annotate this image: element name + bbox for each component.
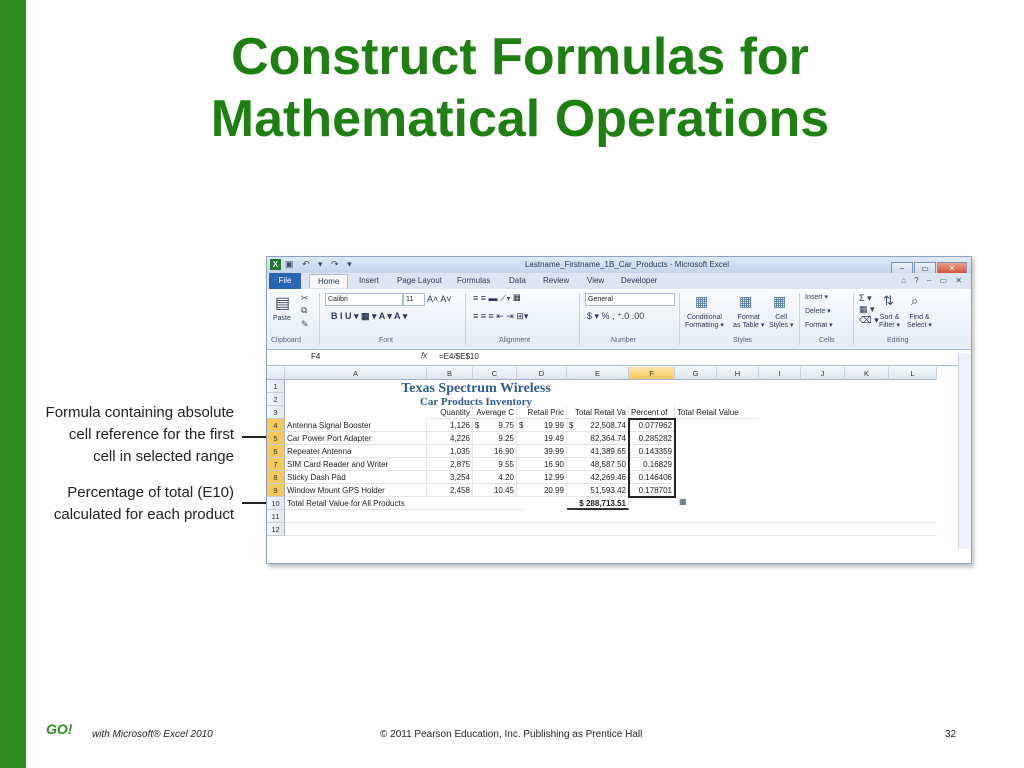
callout-1-line-3: cell in selected range (93, 448, 234, 465)
percent-cell[interactable]: 0.16829 (629, 458, 675, 471)
find-select-button[interactable] (907, 314, 932, 329)
sort-filter-icon[interactable]: ⇅ (883, 293, 894, 308)
footer-copyright: © 2011 Pearson Education, Inc. Publishing as Prentice Hall (380, 729, 643, 740)
quantity-cell[interactable]: 2,875 (427, 458, 473, 471)
number-format-select[interactable]: General (585, 293, 675, 306)
group-cells: Cells (819, 337, 835, 344)
ribbon-separator (579, 293, 580, 345)
total-retail-cell[interactable]: 48,587.50 (567, 458, 629, 471)
cell-styles-icon[interactable]: ▦ (773, 293, 787, 309)
cell-styles-button[interactable] (769, 314, 794, 329)
product-name[interactable]: Sticky Dash Pad (285, 471, 427, 484)
go-logo: GO! (46, 721, 73, 737)
total-retail-cell[interactable]: 41,389.65 (567, 445, 629, 458)
group-font: Font (379, 337, 394, 344)
formula-bar (267, 350, 971, 366)
format-as-table-icon[interactable]: ▦ (739, 293, 753, 309)
worksheet-grid (267, 367, 971, 563)
row-header-selected[interactable]: 4 (267, 419, 285, 432)
insert-cells-button[interactable]: Insert ▾ (805, 294, 828, 301)
callout-percentage-total (54, 482, 234, 526)
ribbon-separator (465, 293, 466, 345)
left-accent-bar (0, 0, 26, 768)
select-all-corner[interactable] (267, 367, 285, 380)
column-header[interactable]: L (889, 367, 937, 380)
product-name[interactable]: Antenna Signal Booster (285, 419, 427, 432)
column-header-selected[interactable]: F (629, 367, 675, 380)
column-header[interactable]: A (285, 367, 427, 380)
average-cost-cell[interactable]: 9.55 (473, 458, 517, 471)
currency-symbol: $ (473, 419, 485, 432)
quantity-cell[interactable]: 2,458 (427, 484, 473, 497)
excel-logo-icon: X (270, 259, 281, 270)
sort-filter-label-1: Sort & (879, 314, 900, 321)
row-header[interactable]: 10 (267, 497, 285, 510)
row-header-selected[interactable]: 9 (267, 484, 285, 497)
row-header-selected[interactable]: 7 (267, 458, 285, 471)
ribbon-separator (319, 293, 320, 345)
quantity-cell[interactable]: 1,126 (427, 419, 473, 432)
conditional-formatting-button[interactable] (685, 314, 724, 329)
tab-file[interactable]: File (269, 273, 301, 289)
slide-title (60, 26, 980, 150)
header-average-cost[interactable]: Average C (473, 406, 517, 419)
row-header[interactable]: 1 (267, 380, 285, 393)
find-select-icon[interactable]: ⌕ (911, 293, 919, 308)
row-header[interactable]: 12 (267, 523, 285, 536)
callout-1-line-1: Formula containing absolute (45, 404, 234, 421)
sheet-title[interactable]: Texas Spectrum Wireless (401, 381, 551, 396)
empty-row[interactable] (285, 523, 937, 536)
conditional-formatting-icon[interactable]: ▦ (695, 293, 709, 309)
average-cost-cell[interactable]: 9.75 (485, 419, 517, 432)
tab-formulas[interactable]: Formulas (457, 276, 491, 285)
formula-input[interactable]: =E4/$E$10 (439, 352, 479, 361)
retail-price-cell[interactable]: 12.99 (517, 471, 567, 484)
font-name-select[interactable]: Calibri (325, 293, 403, 306)
row-header[interactable]: 2 (267, 393, 285, 406)
bold-italic-underline-icons[interactable]: B I U ▾ ▦ ▾ A ▾ A ▾ (331, 311, 408, 321)
column-header[interactable]: I (759, 367, 801, 380)
product-name[interactable]: Car Power Port Adapter (285, 432, 427, 445)
row-header[interactable]: 3 (267, 406, 285, 419)
percent-cell[interactable]: 0.143359 (629, 445, 675, 458)
window-controls (890, 258, 967, 271)
average-cost-cell[interactable]: 4.20 (473, 471, 517, 484)
selected-range (628, 418, 676, 498)
sheet-subtitle[interactable]: Car Products Inventory (419, 396, 533, 408)
quantity-cell[interactable]: 3,254 (427, 471, 473, 484)
cell-styles-label-1: Cell (775, 314, 788, 321)
row-header-selected[interactable]: 6 (267, 445, 285, 458)
find-select-label-2: Select ▾ (907, 322, 932, 329)
quantity-cell[interactable]: 1,035 (427, 445, 473, 458)
group-number: Number (611, 337, 636, 344)
quick-access-toolbar[interactable]: ▣ ↶ ▾ ↷ ▾ (285, 259, 355, 269)
average-cost-cell[interactable]: 10.45 (473, 484, 517, 497)
minimize-icon[interactable]: – (891, 262, 913, 276)
horizontal-align-icons[interactable]: ≡ ≡ ≡ ⇤ ⇥ ⊞▾ (473, 311, 529, 321)
row-header-selected[interactable]: 8 (267, 471, 285, 484)
column-header[interactable]: J (801, 367, 845, 380)
tab-insert[interactable]: Insert (359, 276, 380, 285)
grand-total-cell[interactable]: $ 288,713.51 (567, 497, 629, 510)
total-label[interactable]: Total Retail Value for All Products (285, 497, 525, 510)
ribbon-separator (679, 293, 680, 345)
conditional-formatting-label-2: Formatting ▾ (685, 322, 724, 329)
product-name[interactable]: Repeater Antenna (285, 445, 427, 458)
column-header[interactable]: H (717, 367, 759, 380)
format-painter-icon[interactable]: ✎ (301, 319, 309, 329)
product-name[interactable]: Window Mount GPS Holder (285, 484, 427, 497)
tab-developer[interactable]: Developer (621, 276, 658, 285)
header-quantity[interactable]: Quantity (427, 406, 473, 419)
quantity-cell[interactable]: 4,226 (427, 432, 473, 445)
percent-cell[interactable]: 0.285282 (629, 432, 675, 445)
header-retail-price[interactable]: Retail Pric (517, 406, 567, 419)
restore-icon[interactable]: ▭ (914, 262, 936, 276)
callout-absolute-reference (46, 402, 234, 468)
column-header[interactable]: C (473, 367, 517, 380)
retail-price-cell[interactable]: 39.99 (517, 445, 567, 458)
callout-2-line-1: Percentage of total (E10) (67, 484, 234, 501)
callout-1-line-2: cell reference for the first (68, 426, 234, 443)
font-size-select[interactable]: 11 (403, 293, 425, 306)
cell-styles-label-2: Styles ▾ (769, 322, 794, 329)
ribbon-separator (799, 293, 800, 345)
excel-window (266, 256, 972, 564)
paste-icon[interactable]: ▤ (275, 295, 291, 312)
group-styles: Styles (733, 337, 753, 344)
vertical-scrollbar[interactable] (958, 353, 971, 549)
percent-cell[interactable]: 0.077962 (629, 419, 675, 432)
page-number: 32 (945, 729, 957, 740)
header-percent-of-total[interactable]: Percent of (629, 406, 675, 419)
autosum-fill-clear-icons[interactable]: Σ ▾ ▦ ▾ ⌫ ▾ (859, 293, 879, 325)
delete-cells-button[interactable]: Delete ▾ (805, 308, 831, 315)
copy-icon[interactable]: ⧉ (301, 305, 308, 315)
row-header[interactable]: 11 (267, 510, 285, 523)
excel-title-bar (267, 257, 971, 273)
group-clipboard: Clipboard (271, 337, 301, 344)
cut-icon[interactable]: ✂ (301, 293, 309, 303)
tab-view[interactable]: View (587, 276, 605, 285)
footer-series: with Microsoft® Excel 2010 (92, 729, 213, 740)
find-select-label-1: Find & (909, 314, 930, 321)
group-alignment: Alignment (499, 337, 531, 344)
total-retail-cell[interactable]: 22,508.74 (579, 419, 629, 432)
retail-price-cell[interactable]: 16.90 (517, 458, 567, 471)
vertical-align-icons[interactable]: ≡ ≡ ▬ ⟋▾ ▦ (473, 293, 521, 303)
percent-cell[interactable]: 0.178701 (629, 484, 675, 497)
tab-data[interactable]: Data (509, 276, 526, 285)
conditional-formatting-label-1: Conditional (686, 314, 722, 321)
number-format-icons[interactable]: $ ▾ % , ⁺.0 .00 (587, 311, 645, 321)
retail-price-cell[interactable]: 19.49 (517, 432, 567, 445)
close-icon[interactable]: ✕ (937, 262, 967, 276)
callout-2-line-2: calculated for each product (53, 506, 234, 523)
slide-title-line-1: Construct Formulas for (231, 28, 809, 86)
help-icons[interactable]: ⌂ ? – ▭ ✕ (901, 276, 965, 285)
name-box[interactable]: F4 (311, 352, 321, 361)
autofill-options-icon[interactable]: ▦ (679, 497, 687, 506)
average-cost-cell[interactable]: 16.90 (473, 445, 517, 458)
column-header[interactable]: G (675, 367, 717, 380)
total-retail-cell[interactable]: 42,269.46 (567, 471, 629, 484)
ribbon-tabs (267, 273, 971, 289)
empty-row[interactable] (285, 510, 937, 523)
row-header-selected[interactable]: 5 (267, 432, 285, 445)
column-header[interactable]: B (427, 367, 473, 380)
format-as-table-label-2: as Table ▾ (733, 322, 765, 329)
format-as-table-label-1: Format (737, 314, 760, 321)
fx-icon[interactable]: fx (421, 351, 428, 360)
ribbon-separator (853, 293, 854, 345)
tab-review[interactable]: Review (543, 276, 570, 285)
tab-page-layout[interactable]: Page Layout (397, 276, 442, 285)
column-header[interactable]: E (567, 367, 629, 380)
total-retail-cell[interactable]: 51,593.42 (567, 484, 629, 497)
sort-filter-button[interactable] (879, 314, 900, 329)
paste-button[interactable]: Paste (273, 315, 291, 322)
product-name[interactable]: SIM Card Reader and Writer (285, 458, 427, 471)
currency-symbol: $ (517, 419, 529, 432)
window-title: Lastname_Firstname_1B_Car_Products - Microsoft Excel (524, 260, 730, 269)
sort-filter-label-2: Filter ▾ (879, 322, 901, 329)
group-editing: Editing (887, 337, 909, 344)
column-header[interactable]: K (845, 367, 889, 380)
header-total-retail-value[interactable]: Total Retail Va (567, 406, 629, 419)
slide-title-line-2: Mathematical Operations (210, 90, 830, 148)
grow-shrink-font-icon[interactable]: A˄ A˅ (427, 294, 452, 304)
currency-symbol: $ (567, 419, 579, 432)
percent-cell[interactable]: 0.146406 (629, 471, 675, 484)
ribbon-home (267, 289, 971, 350)
retail-price-cell[interactable]: 19.99 (529, 419, 567, 432)
header-percent-continued[interactable]: Total Retail Value (675, 406, 759, 419)
average-cost-cell[interactable]: 9.25 (473, 432, 517, 445)
format-cells-button[interactable]: Format ▾ (805, 322, 833, 329)
total-retail-cell[interactable]: 82,364.74 (567, 432, 629, 445)
tab-home[interactable]: Home (309, 274, 348, 288)
column-header[interactable]: D (517, 367, 567, 380)
format-as-table-button[interactable] (733, 314, 764, 329)
retail-price-cell[interactable]: 20.99 (517, 484, 567, 497)
